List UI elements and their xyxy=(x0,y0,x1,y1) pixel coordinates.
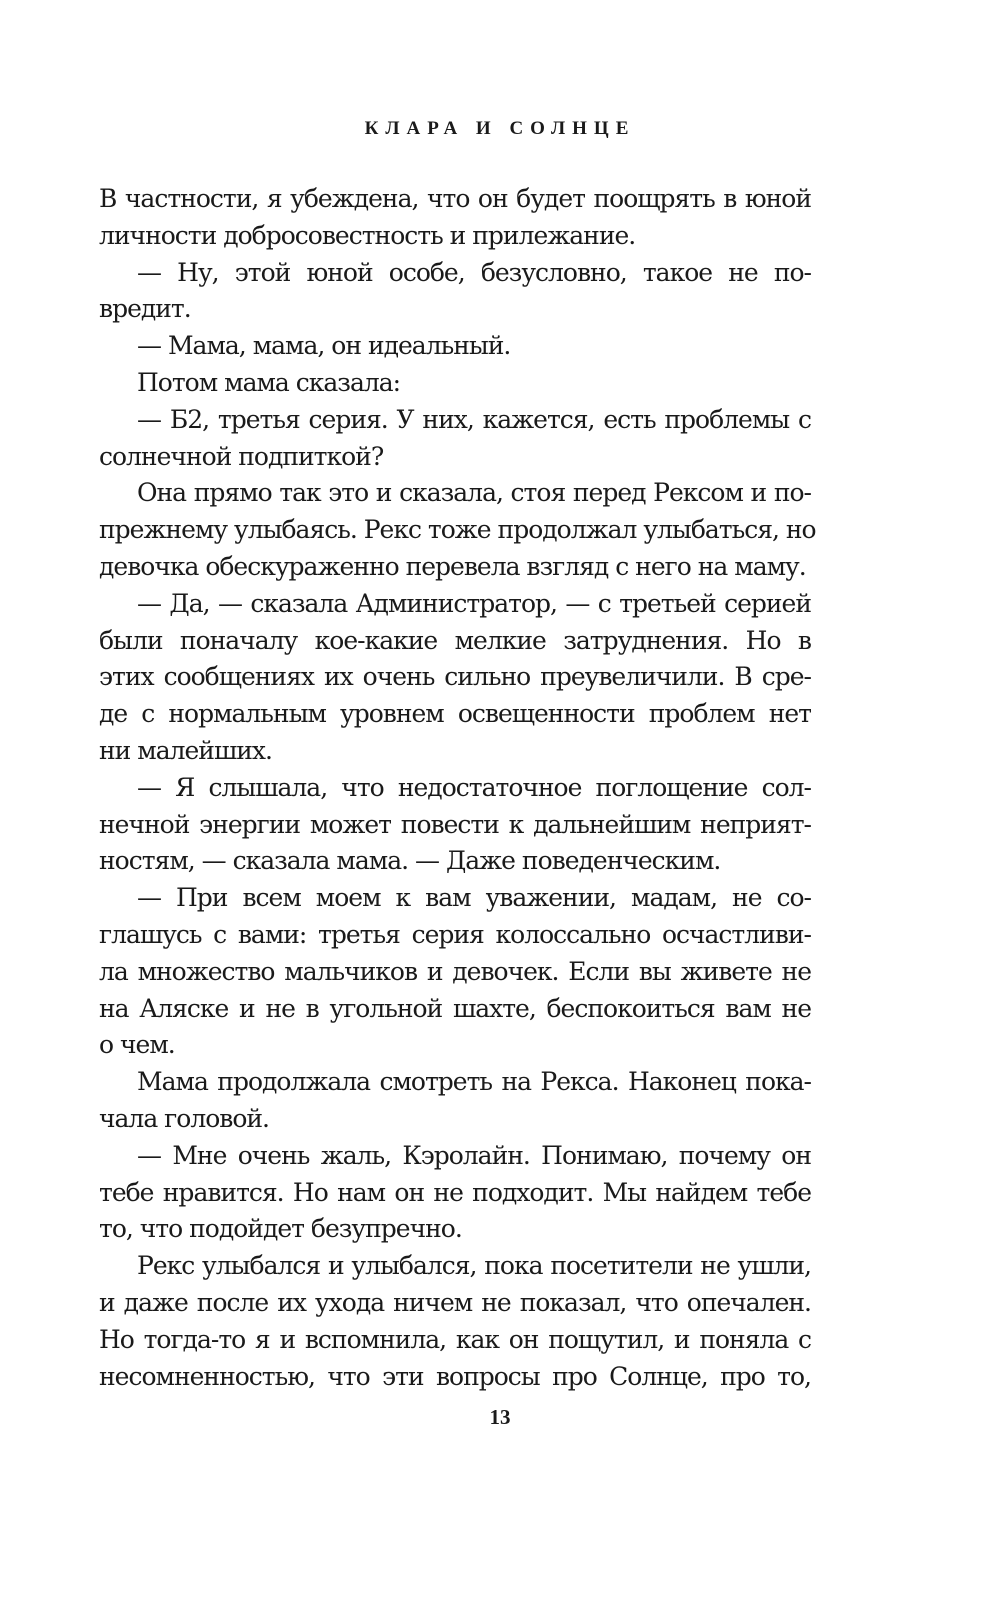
text-line: — Б2, третья серия. У них, кажется, есть проблемы с xyxy=(137,404,811,434)
text-line: — Я слышала, что недостаточное поглощение сол- xyxy=(137,772,811,802)
text-line: де с нормальным уровнем освещенности проблем нет xyxy=(99,699,811,729)
text-line: Мама продолжала смотреть на Рекса. Наконец пока- xyxy=(137,1067,811,1097)
text-line: на Аляске и не в угольной шахте, беспокоиться вам не xyxy=(99,993,811,1023)
text-line: девочка обескураженно перевела взгляд с него на маму. xyxy=(99,551,806,581)
text-line: вредит. xyxy=(99,294,191,324)
text-line: глашусь с вами: третья серия колоссально осчастливи- xyxy=(99,919,811,949)
text-line: и даже после их ухода ничем не показал, что опечален. xyxy=(99,1287,811,1317)
text-line: этих сообщениях их очень сильно преувеличили. В сре- xyxy=(99,662,811,692)
text-line: ностям, — сказала мама. — Даже поведенческим. xyxy=(99,846,721,876)
text-line: были поначалу кое-какие мелкие затруднения. Но в xyxy=(99,625,811,655)
text-line: ни малейших. xyxy=(99,735,272,765)
text-line: Но тогда-то я и вспомнила, как он пощутил, и поняла с xyxy=(99,1324,811,1354)
text-line: о чем. xyxy=(99,1030,175,1060)
text-line: В частности, я убеждена, что он будет поощрять в юной xyxy=(99,184,811,213)
text-line: прежнему улыбаясь. Рекс тоже продолжал улыбаться, но xyxy=(99,515,816,545)
text-line: чала головой. xyxy=(99,1103,269,1133)
running-head: КЛАРА И СОЛНЦЕ xyxy=(364,118,636,139)
text-line: тебе нравится. Но нам он не подходит. Мы найдем тебе xyxy=(99,1177,811,1207)
body-text xyxy=(99,181,816,1395)
text-line: солнечной подпиткой? xyxy=(99,441,384,471)
text-line: несомненностью, что эти вопросы про Солнце, про то, xyxy=(99,1361,811,1391)
text-line: — Да, — сказала Администратор, — с третьей серией xyxy=(137,588,811,618)
page-number: 13 xyxy=(489,1405,511,1429)
text-line: — Ну, этой юной особе, безусловно, такое не по- xyxy=(137,257,811,287)
text-line: — Мне очень жаль, Кэролайн. Понимаю, почему он xyxy=(137,1140,811,1170)
text-line: ла множество мальчиков и девочек. Если вы живете не xyxy=(99,956,811,986)
text-line: — Мама, мама, он идеальный. xyxy=(137,331,511,361)
text-line: Потом мама сказала: xyxy=(137,367,401,397)
text-line: личности добросовестность и прилежание. xyxy=(99,220,636,250)
text-line: то, что подойдет безупречно. xyxy=(99,1214,462,1244)
text-line: Она прямо так это и сказала, стоя перед Рексом и по- xyxy=(137,478,811,508)
text-line: нечной энергии может повести к дальнейшим неприят- xyxy=(99,809,811,839)
text-line: — При всем моем к вам уважении, мадам, не со- xyxy=(137,883,811,913)
text-line: Рекс улыбался и улыбался, пока посетители не ушли, xyxy=(137,1251,811,1281)
